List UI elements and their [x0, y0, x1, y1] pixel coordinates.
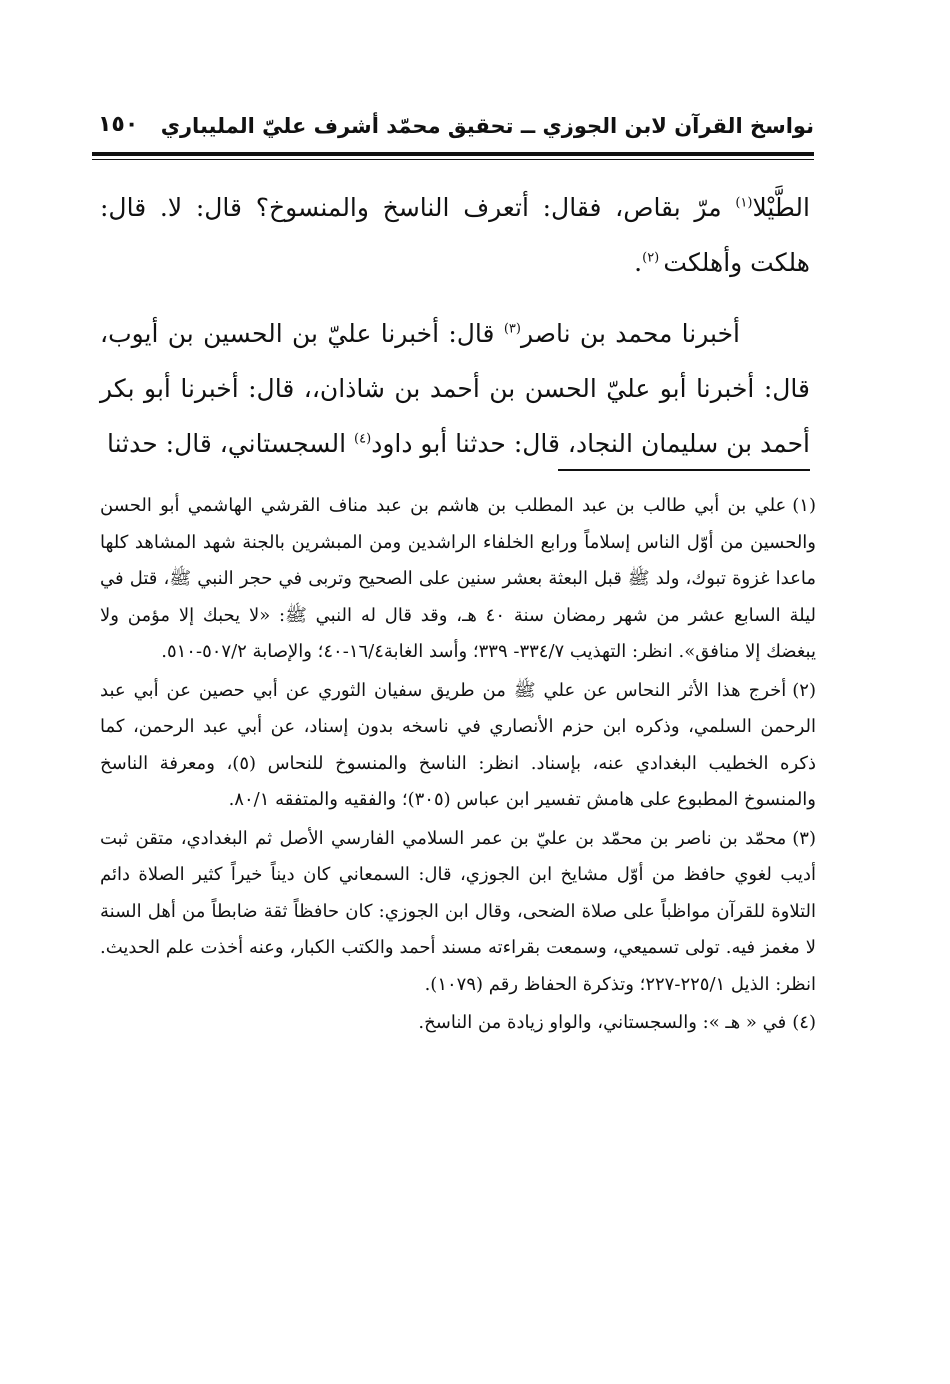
main-text-segment: . [634, 248, 643, 277]
footnote-text: محمّد بن ناصر بن محمّد بن عليّ بن عمر السلامي الفارسي الأصل ثم البغدادي، متقن ثبت أديب لغوي حافظ من أوّل مشايخ ابن الجوزي، قال: السمعاني كان ديناً خيراً كثير الصلاة دائم التلاوة للقرآن مواظباً على صلاة الضحى، وقال ابن الجوزي: كان حافظاً ثقة ضابطاً من أهل السنة لا مغمز فيه. تولى تسميعي، وسمعت بقراءته مسند أحمد والكتب الكبار، وعنه أخذت علم الحديث. انظر: الذيل ٢٢٥/١-٢٢٧؛ وتذكرة الحفاظ رقم (١٠٧٩). [100, 827, 816, 995]
footnote [100, 673, 816, 819]
footnote [100, 488, 816, 671]
footnote-text: علي بن أبي طالب بن عبد المطلب بن هاشم بن عبد مناف القرشي الهاشمي أبو الحسن والحسين من أوّل الناس إسلاماً ورابع الخلفاء الراشدين ومن المبشرين بالجنة شهد المشاهد كلها ماعدا غزوة تبوك، ولد ﷺ قبل البعثة بعشر سنين على الصحيح وتربى في حجر النبي ﷺ، قتل في ليلة السابع عشر من شهر رمضان سنة ٤٠ هـ، وقد قال له النبي ﷺ: «لا يحبك إلا مؤمن ولا يبغضك إلا منافق». انظر: التهذيب ٣٣٤/٧- ٣٣٩؛ وأسد الغابة١٦/٤-٤٠؛ والإصابة ٥٠٧/٢-٥١٠. [100, 495, 817, 662]
footnote-ref[interactable]: (٤) [354, 431, 372, 447]
footnote-text: في « هـ »: والسجستاني، والواو زيادة من الناسخ. [418, 1012, 787, 1033]
footnote [100, 1005, 816, 1042]
footnote-text: أخرج هذا الأثر النحاس عن علي ﷺ من طريق سفيان الثوري عن أبي حصين عن أبي عبد الرحمن السلمي، وذكره ابن حزم الأنصاري في ناسخه بدون إسناد، عن أبي عبد الرحمن، كما ذكره الخطيب البغدادي عنه، بإسناد. انظر: الناسخ والمنسوخ للنحاس (٥)، ومعرفة الناسخ والمنسوخ المطبوع على هامش تفسير ابن عباس (٣٠٥)؛ والفقيه والمتفقه ٨٠/١. [100, 679, 816, 810]
header-rule-thick [92, 152, 814, 156]
footnote-ref[interactable]: (١) [735, 195, 753, 211]
main-text-segment: قال: أخبرنا عليّ بن الحسين بن أيوب، قال: أخبرنا أبو عليّ الحسن بن أحمد بن شاذان،، قال: أخبرنا أبو بكر أحمد بن سليمان النجاد، قال: حدثنا أبو داود [100, 319, 810, 458]
footnote-ref[interactable]: (٢) [642, 250, 664, 266]
main-text-segment: مرّ بقاص، فقال: أتعرف الناسخ والمنسوخ؟ قال: لا. قال: هلكت وأهلكت [100, 193, 810, 277]
honorific-glyph: الطَّيْلا [752, 193, 810, 222]
footnote [100, 821, 816, 1004]
footnote-number: (٤) [792, 1012, 816, 1033]
page-number: ١٥٠ [98, 112, 139, 137]
footnote-separator [558, 469, 810, 471]
main-paragraph [100, 180, 810, 290]
footnote-number: (٣) [792, 827, 816, 849]
footnote-number: (١) [792, 495, 816, 516]
footnotes [100, 488, 816, 1042]
running-title: نواسخ القرآن لابن الجوزي ــ تحقيق محمّد أشرف عليّ المليباري [160, 114, 814, 138]
main-text [100, 180, 810, 471]
main-text-segment: أخبرنا محمد بن ناصر [520, 319, 740, 348]
main-paragraph [100, 306, 810, 471]
footnote-number: (٢) [792, 679, 816, 701]
main-text-segment: السجستاني، قال: حدثنا [107, 429, 355, 458]
header-rule-thin [92, 159, 814, 160]
running-header [92, 108, 814, 152]
footnote-ref[interactable]: (٣) [503, 321, 521, 337]
